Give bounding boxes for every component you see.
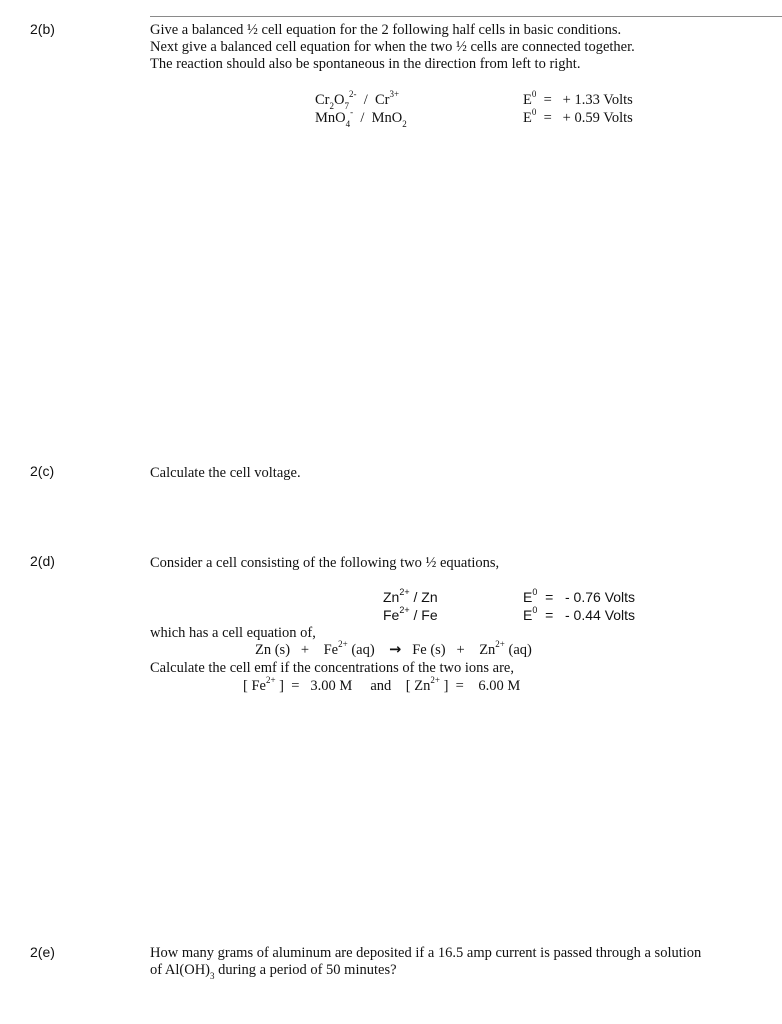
reaction-arrow-icon: →	[389, 642, 402, 658]
q2e-line-1: How many grams of aluminum are deposited if a 16.5 amp current is passed through a solution	[150, 945, 702, 961]
question-label-2c: 2(c)	[30, 463, 55, 479]
cell-reaction: Zn (s) + $Fe^{2+}$ (aq) → Fe (s) + $Zn^{2+}$ (aq)	[255, 639, 532, 658]
e0-dichromate: $E^0$ = + 1.33 Volts	[523, 89, 633, 108]
q2b-line-1: Give a balanced ½ cell equation for the 2 following half cells in basic conditions.	[150, 22, 622, 38]
top-rule	[150, 16, 782, 17]
q2c-text: Calculate the cell voltage.	[150, 465, 301, 481]
half-cell-zinc: $Zn^{2+}$ / Zn	[383, 587, 438, 605]
q2b-line-3: The reaction should also be spontaneous in the direction from left to right.	[150, 56, 581, 72]
q2b-line-2: Next give a balanced cell equation for when the two ½ cells are connected together.	[150, 39, 635, 55]
half-cell-iron: $Fe^{2+}$ / Fe	[383, 605, 438, 623]
concentrations: [ $Fe^{2+}$ ] = 3.00 M and [ $Zn^{2+}$ ] = 6.00 M	[243, 675, 521, 694]
e0-iron: $E^0$ = - 0.44 Volts	[523, 605, 636, 623]
question-label-2d: 2(d)	[30, 553, 55, 569]
emf-intro: Calculate the cell emf if the concentrations of the two ions are,	[150, 660, 514, 676]
e0-permanganate: $E^0$ = + 0.59 Volts	[523, 107, 633, 126]
q2d-intro: Consider a cell consisting of the following two ½ equations,	[150, 555, 500, 571]
question-label-2e: 2(e)	[30, 944, 55, 960]
half-cell-permanganate: MnO$_4$- / MnO$_2$	[315, 107, 407, 129]
cell-equation-intro: which has a cell equation of,	[150, 625, 316, 641]
half-cell-dichromate: $Cr_2O_7^{2-} / Cr^{3+}$	[315, 89, 400, 111]
question-label-2b: 2(b)	[30, 21, 55, 37]
q2e-line-2: of $Al(OH)_3$ during a period of 50 minutes?	[150, 962, 397, 981]
e0-zinc: $E^0$ = - 0.76 Volts	[523, 587, 636, 605]
